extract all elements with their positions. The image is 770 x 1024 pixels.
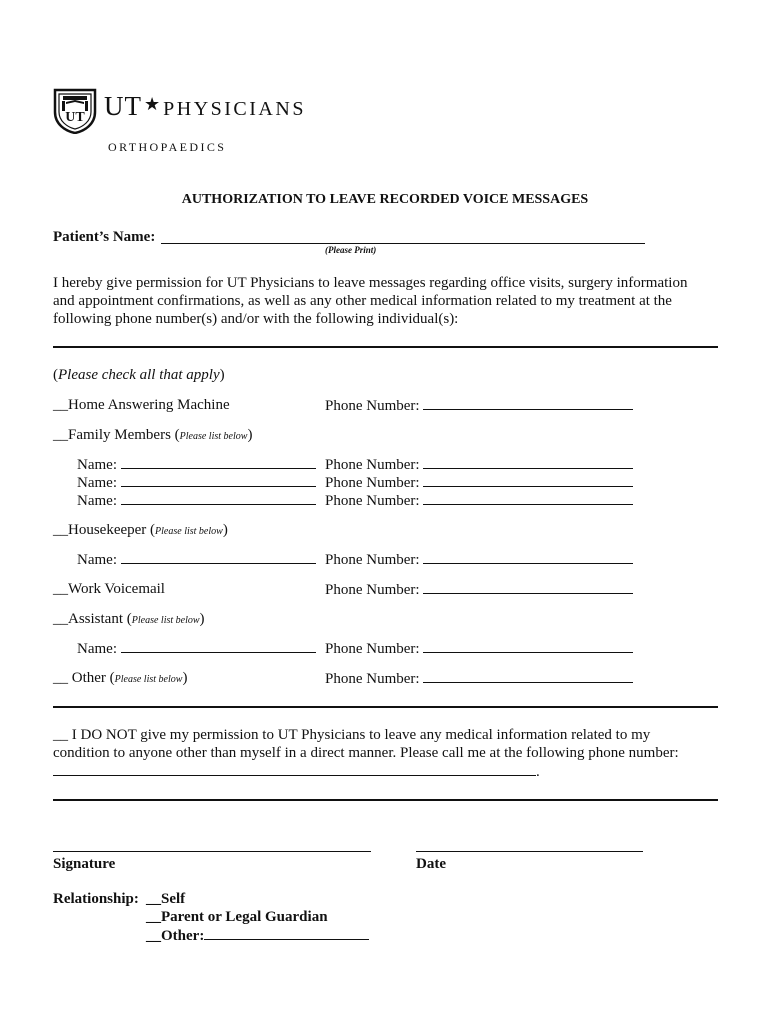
relationship-guardian[interactable]: __Parent or Legal Guardian (146, 909, 328, 925)
patient-name-field[interactable] (161, 231, 645, 244)
option-home-answering-machine[interactable] (53, 397, 230, 414)
assistant-phone-field[interactable] (423, 640, 633, 653)
option-other[interactable]: __ Other (Please list below) (53, 670, 188, 686)
relationship-other-field[interactable] (204, 927, 369, 940)
phone-label: Phone Number: (325, 493, 420, 509)
check-blank[interactable]: __ (53, 611, 68, 627)
option-label: Home Answering Machine (68, 397, 230, 413)
option-work-voicemail[interactable] (53, 581, 165, 598)
list-hint: Please list below (114, 674, 183, 685)
phone-label: Phone Number: (325, 398, 420, 414)
decline-period: . (536, 764, 540, 780)
check-blank[interactable]: __ (53, 581, 68, 597)
option-label: Other (68, 670, 110, 686)
list-hint: Please list below (179, 431, 248, 442)
relationship-self[interactable]: __Self (146, 891, 186, 907)
housekeeper-name-row (77, 551, 316, 569)
housekeeper-name-field[interactable] (121, 551, 316, 564)
phone-label: Phone Number: (325, 475, 420, 491)
check-blank[interactable]: __ (53, 522, 68, 538)
name-label: Name: (77, 641, 117, 657)
phone-label: Phone Number: (325, 457, 420, 473)
patient-name-hint: (Please Print) (325, 245, 377, 255)
name-label: Name: (77, 475, 117, 491)
relationship-label: Relationship: (53, 891, 139, 907)
brand-name (104, 91, 306, 122)
assistant-name-row (77, 640, 316, 658)
option-label: Family Members (68, 427, 175, 443)
family-phone-row-1 (325, 456, 633, 474)
phone-label: Phone Number: (325, 671, 420, 687)
home-phone-field[interactable] (423, 397, 633, 410)
option-assistant[interactable]: __Assistant (Please list below) (53, 611, 205, 627)
home-phone-row (325, 397, 633, 415)
brand-physicians: PHYSICIANS (163, 98, 306, 120)
option-label: Work Voicemail (68, 581, 165, 597)
other-phone-row (325, 670, 633, 688)
department-name: ORTHOPAEDICS (108, 140, 227, 154)
check-blank[interactable]: __ (53, 397, 68, 413)
name-label: Name: (77, 552, 117, 568)
housekeeper-phone-field[interactable] (423, 551, 633, 564)
signature-label: Signature (53, 856, 116, 872)
option-label: Assistant (68, 611, 127, 627)
brand-ut: UT (104, 91, 142, 121)
check-blank[interactable]: __ (53, 670, 68, 686)
date-field[interactable] (416, 838, 643, 852)
check-instruction: (Please check all that apply) (53, 367, 225, 383)
assistant-name-field[interactable] (121, 640, 316, 653)
option-housekeeper[interactable]: __Housekeeper (Please list below) (53, 522, 228, 538)
family-name-row-1 (77, 456, 316, 474)
family-phone-field-2[interactable] (423, 474, 633, 487)
name-label: Name: (77, 493, 117, 509)
assistant-phone-row (325, 640, 633, 658)
divider-top (53, 346, 718, 348)
list-hint: Please list below (131, 615, 200, 626)
option-family-members[interactable]: __Family Members (Please list below) (53, 427, 253, 443)
intro-line-3: following phone number(s) and/or with the following individual(s): (53, 311, 459, 327)
check-instruction-text: Please check all that apply (58, 367, 220, 383)
family-phone-field-3[interactable] (423, 492, 633, 505)
family-name-field-1[interactable] (121, 456, 316, 469)
decline-line-1[interactable]: __ I DO NOT give my permission to UT Physicians to leave any medical information related to my (53, 727, 651, 743)
family-phone-row-2 (325, 474, 633, 492)
date-label: Date (416, 856, 446, 872)
intro-line-1: I hereby give permission for UT Physicians to leave messages regarding office visits, surgery information (53, 275, 688, 291)
family-phone-row-3 (325, 492, 633, 510)
signature-field[interactable] (53, 838, 371, 852)
decline-line-2: condition to anyone other than myself in a direct manner. Please call me at the following phone number: (53, 745, 679, 761)
family-phone-field-1[interactable] (423, 456, 633, 469)
decline-phone-row (53, 763, 540, 781)
shield-lettering: UT (65, 110, 85, 125)
phone-label: Phone Number: (325, 552, 420, 568)
patient-name-label: Patient’s Name: (53, 229, 156, 245)
phone-label: Phone Number: (325, 582, 420, 598)
relationship-other-label: __Other: (146, 928, 205, 944)
phone-label: Phone Number: (325, 641, 420, 657)
name-label: Name: (77, 457, 117, 473)
divider-middle (53, 706, 718, 708)
family-name-row-2 (77, 474, 316, 492)
housekeeper-phone-row (325, 551, 633, 569)
family-name-row-3 (77, 492, 316, 510)
other-phone-field[interactable] (423, 670, 633, 683)
star-icon: ★ (144, 94, 162, 114)
work-phone-row (325, 581, 633, 599)
family-name-field-2[interactable] (121, 474, 316, 487)
divider-bottom (53, 799, 718, 801)
decline-phone-field[interactable] (53, 763, 536, 776)
ut-shield-logo (53, 88, 97, 134)
check-blank[interactable]: __ (53, 427, 68, 443)
intro-line-2: and appointment confirmations, as well as any other medical information related to my treatment at the (53, 293, 672, 309)
option-label: Housekeeper (68, 522, 151, 538)
work-phone-field[interactable] (423, 581, 633, 594)
relationship-other[interactable] (146, 927, 369, 945)
family-name-field-3[interactable] (121, 492, 316, 505)
form-title: AUTHORIZATION TO LEAVE RECORDED VOICE MESSAGES (181, 192, 589, 207)
list-hint: Please list below (155, 526, 223, 537)
